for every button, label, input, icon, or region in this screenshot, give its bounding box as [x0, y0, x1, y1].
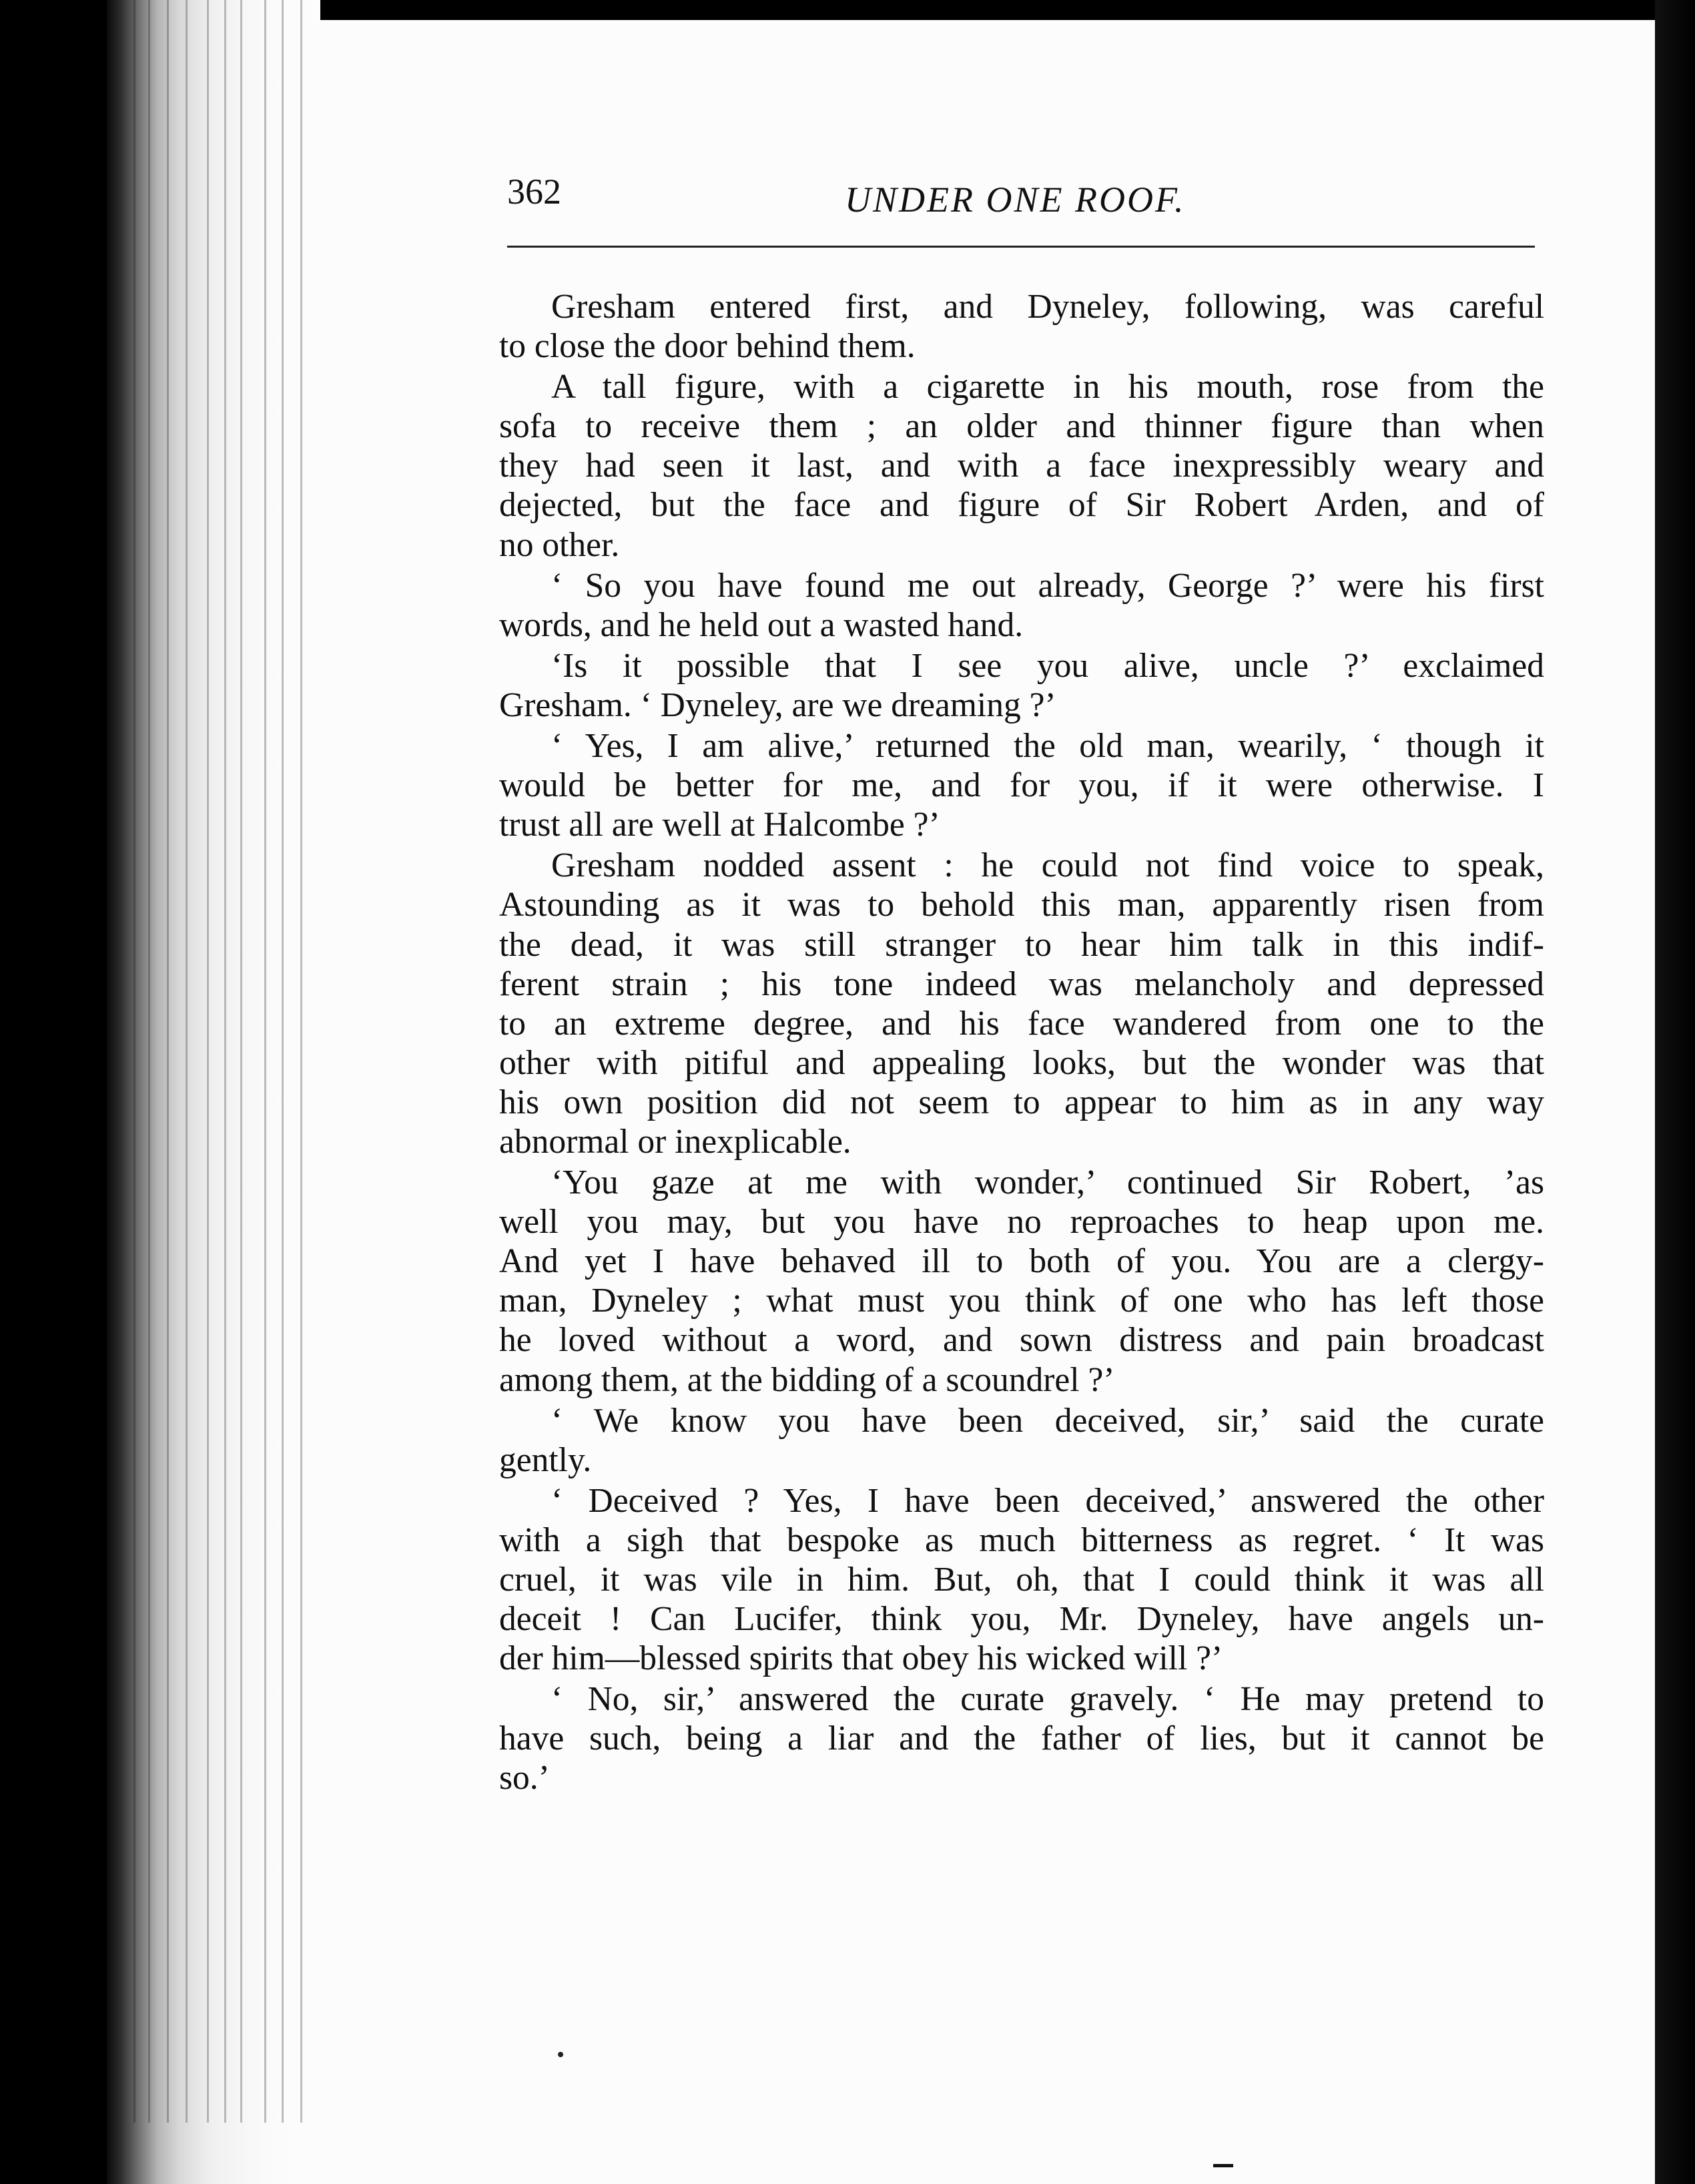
text-line: ‘You gaze at me with wonder,’ continued Sir Robert, ’as	[551, 1163, 1544, 1202]
text-line: to close the door behind them.	[499, 327, 916, 366]
text-line: his own position did not seem to appear to him as in any way	[499, 1083, 1544, 1121]
text-line: other with pitiful and appealing looks, but the wonder was that	[499, 1043, 1544, 1082]
text-line: trust all are well at Halcombe ?’	[499, 806, 940, 844]
text-line: gently.	[499, 1440, 592, 1479]
book-page-edges	[107, 0, 320, 2184]
header-rule	[507, 246, 1535, 248]
text-line: der him—blessed spirits that obey his wicked will ?’	[499, 1639, 1223, 1678]
text-line: sofa to receive them ; an older and thinner figure than when	[499, 407, 1544, 446]
text-line: the dead, it was still stranger to hear him talk in this indif-	[499, 925, 1544, 964]
text-line: cruel, it was vile in him. But, oh, that I could think it was all	[499, 1561, 1544, 1599]
text-line: they had seen it last, and with a face inexpressibly weary and	[499, 447, 1544, 485]
text-line: Gresham entered first, and Dyneley, following, was careful	[551, 288, 1544, 326]
bottom-mark	[1213, 2164, 1233, 2167]
text-line: ‘ Deceived ? Yes, I have been deceived,’ answered the other	[551, 1481, 1544, 1520]
text-line: ‘ No, sir,’ answered the curate gravely. ‘ He may pretend to	[551, 1680, 1544, 1719]
text-line: A tall figure, with a cigarette in his mouth, rose from the	[551, 368, 1544, 406]
text-line: dejected, but the face and figure of Sir Robert Arden, and of	[499, 486, 1544, 525]
body-text	[499, 287, 1544, 1798]
text-line: so.’	[499, 1759, 550, 1798]
text-line: ferent strain ; his tone indeed was melancholy and depressed	[499, 965, 1544, 1003]
text-line: to an extreme degree, and his face wandered from one to the	[499, 1004, 1544, 1043]
text-line: with a sigh that bespoke as much bitterness as regret. ‘ It was	[499, 1521, 1544, 1559]
running-title: UNDER ONE ROOF.	[845, 180, 1186, 220]
text-line: Astounding as it was to behold this man, apparently risen from	[499, 886, 1544, 924]
text-line: Gresham. ‘ Dyneley, are we dreaming ?’	[499, 686, 1056, 724]
text-line: well you may, but you have no reproaches to heap upon me.	[499, 1203, 1544, 1242]
page-number: 362	[507, 172, 561, 212]
text-line: would be better for me, and for you, if it were otherwise. I	[499, 766, 1544, 805]
text-line: no other.	[499, 525, 620, 564]
text-line: among them, at the bidding of a scoundrel ?’	[499, 1360, 1115, 1399]
text-line: abnormal or inexplicable.	[499, 1122, 852, 1161]
text-line: ‘ We know you have been deceived, sir,’ said the curate	[551, 1401, 1544, 1440]
text-line: ‘Is it possible that I see you alive, uncle ?’ exclaimed	[551, 646, 1544, 685]
running-head	[507, 170, 1535, 224]
text-line: have such, being a liar and the father of lies, but it cannot be	[499, 1719, 1544, 1758]
text-line: words, and he held out a wasted hand.	[499, 605, 1024, 644]
text-line: ‘ So you have found me out already, George ?’ were his first	[551, 566, 1544, 605]
text-line: he loved without a word, and sown distress and pain broadcast	[499, 1321, 1544, 1360]
ink-speck	[558, 2052, 563, 2057]
text-line: man, Dyneley ; what must you think of one who has left those	[499, 1282, 1544, 1320]
text-line: deceit ! Can Lucifer, think you, Mr. Dyneley, have angels un-	[499, 1600, 1544, 1639]
page-right-shadow	[1655, 0, 1695, 2184]
text-line: Gresham nodded assent : he could not find voice to speak,	[551, 846, 1544, 885]
text-line: ‘ Yes, I am alive,’ returned the old man, wearily, ‘ though it	[551, 727, 1544, 766]
text-line: And yet I have behaved ill to both of you. You are a clergy-	[499, 1242, 1544, 1281]
